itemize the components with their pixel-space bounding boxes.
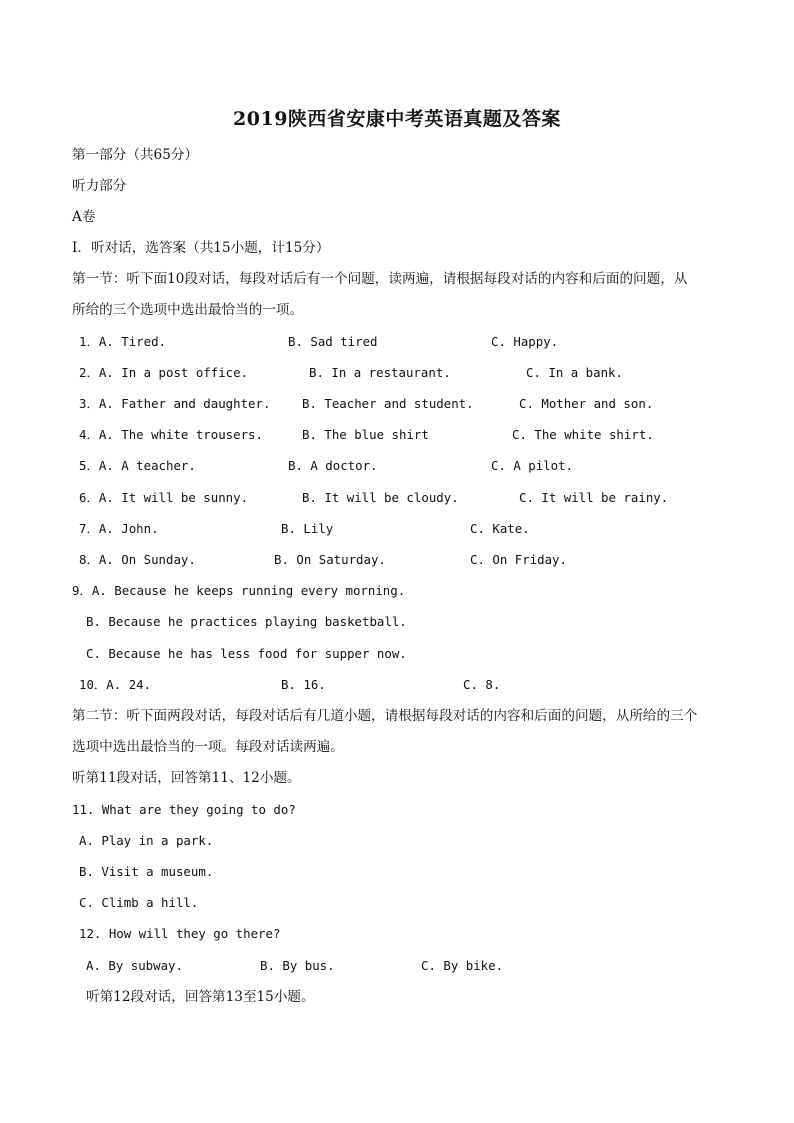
question-12-option-b: B. By bus. xyxy=(260,958,335,973)
question-10-option-a: 10．A. 24. xyxy=(79,677,152,692)
question-1-option-a: 1．A. Tired. xyxy=(79,334,166,349)
question-5-option-b: B. A doctor. xyxy=(288,458,378,473)
question-9-option-a: 9．A. Because he keeps running every morning. xyxy=(72,583,406,598)
question-12-option-c: C. By bike. xyxy=(421,958,504,973)
question-10-option-b: B. 16. xyxy=(281,677,326,692)
question-8-option-a: 8．A. On Sunday. xyxy=(79,552,196,567)
question-3-option-c: C. Mother and son. xyxy=(519,396,654,411)
question-4-option-c: C. The white shirt. xyxy=(512,427,654,442)
question-8-option-b: B. On Saturday. xyxy=(274,552,386,567)
question-1-option-b: B. Sad tired xyxy=(288,334,378,349)
section2-instructions-line2: 选项中选出最恰当的一项。每段对话读两遍。 xyxy=(72,739,344,755)
page-title: 2019陕西省安康中考英语真题及答案 xyxy=(233,108,561,130)
dialog-12-instruction: 听第12段对话，回答第13至15小题。 xyxy=(86,989,315,1005)
question-11-stem: 11. What are they going to do? xyxy=(72,802,296,817)
question-6-option-c: C. It will be rainy. xyxy=(519,490,669,505)
question-4-option-b: B. The blue shirt xyxy=(302,427,429,442)
question-6-option-a: 6．A. It will be sunny. xyxy=(79,490,249,505)
question-8-option-c: C. On Friday. xyxy=(470,552,567,567)
section-heading: I．听对话，选答案（共15小题，计15分） xyxy=(72,240,330,256)
question-9-option-b: B. Because he practices playing basketball. xyxy=(86,614,407,629)
question-7-option-a: 7．A. John. xyxy=(79,521,159,536)
question-10-option-c: C. 8. xyxy=(463,677,501,692)
section2-instructions-line1: 第二节：听下面两段对话，每段对话后有几道小题，请根据每段对话的内容和后面的问题，从所给的三个 xyxy=(72,708,698,724)
question-5-option-c: C. A pilot. xyxy=(491,458,574,473)
question-4-option-a: 4．A. The white trousers. xyxy=(79,427,263,442)
question-11-option-b: B. Visit a museum. xyxy=(79,864,214,879)
question-12-stem: 12. How will they go there? xyxy=(79,926,281,941)
section1-instructions-line2: 所给的三个选项中选出最恰当的一项。 xyxy=(72,302,304,318)
question-3-option-a: 3．A. Father and daughter. xyxy=(79,396,271,411)
question-12-option-a: A. By subway. xyxy=(86,958,183,973)
question-6-option-b: B. It will be cloudy. xyxy=(302,490,459,505)
section1-instructions-line1: 第一节：听下面10段对话，每段对话后有一个问题，读两遍，请根据每段对话的内容和后面的问题，从 xyxy=(72,271,688,287)
question-9-option-c: C. Because he has less food for supper now. xyxy=(86,646,407,661)
question-11-option-c: C. Climb a hill. xyxy=(79,895,199,910)
listening-heading: 听力部分 xyxy=(72,178,127,194)
volume-heading: A卷 xyxy=(72,209,96,225)
dialog-11-instruction: 听第11段对话，回答第11、12小题。 xyxy=(72,770,301,786)
question-1-option-c: C. Happy. xyxy=(491,334,559,349)
question-3-option-b: B. Teacher and student. xyxy=(302,396,474,411)
question-7-option-b: B. Lily xyxy=(281,521,334,536)
question-2-option-c: C. In a bank. xyxy=(526,365,623,380)
question-2-option-b: B. In a restaurant. xyxy=(309,365,451,380)
question-2-option-a: 2．A. In a post office. xyxy=(79,365,249,380)
part-heading: 第一部分（共65分） xyxy=(72,147,199,163)
question-11-option-a: A. Play in a park. xyxy=(79,833,214,848)
question-7-option-c: C. Kate. xyxy=(470,521,530,536)
question-5-option-a: 5．A. A teacher. xyxy=(79,458,196,473)
